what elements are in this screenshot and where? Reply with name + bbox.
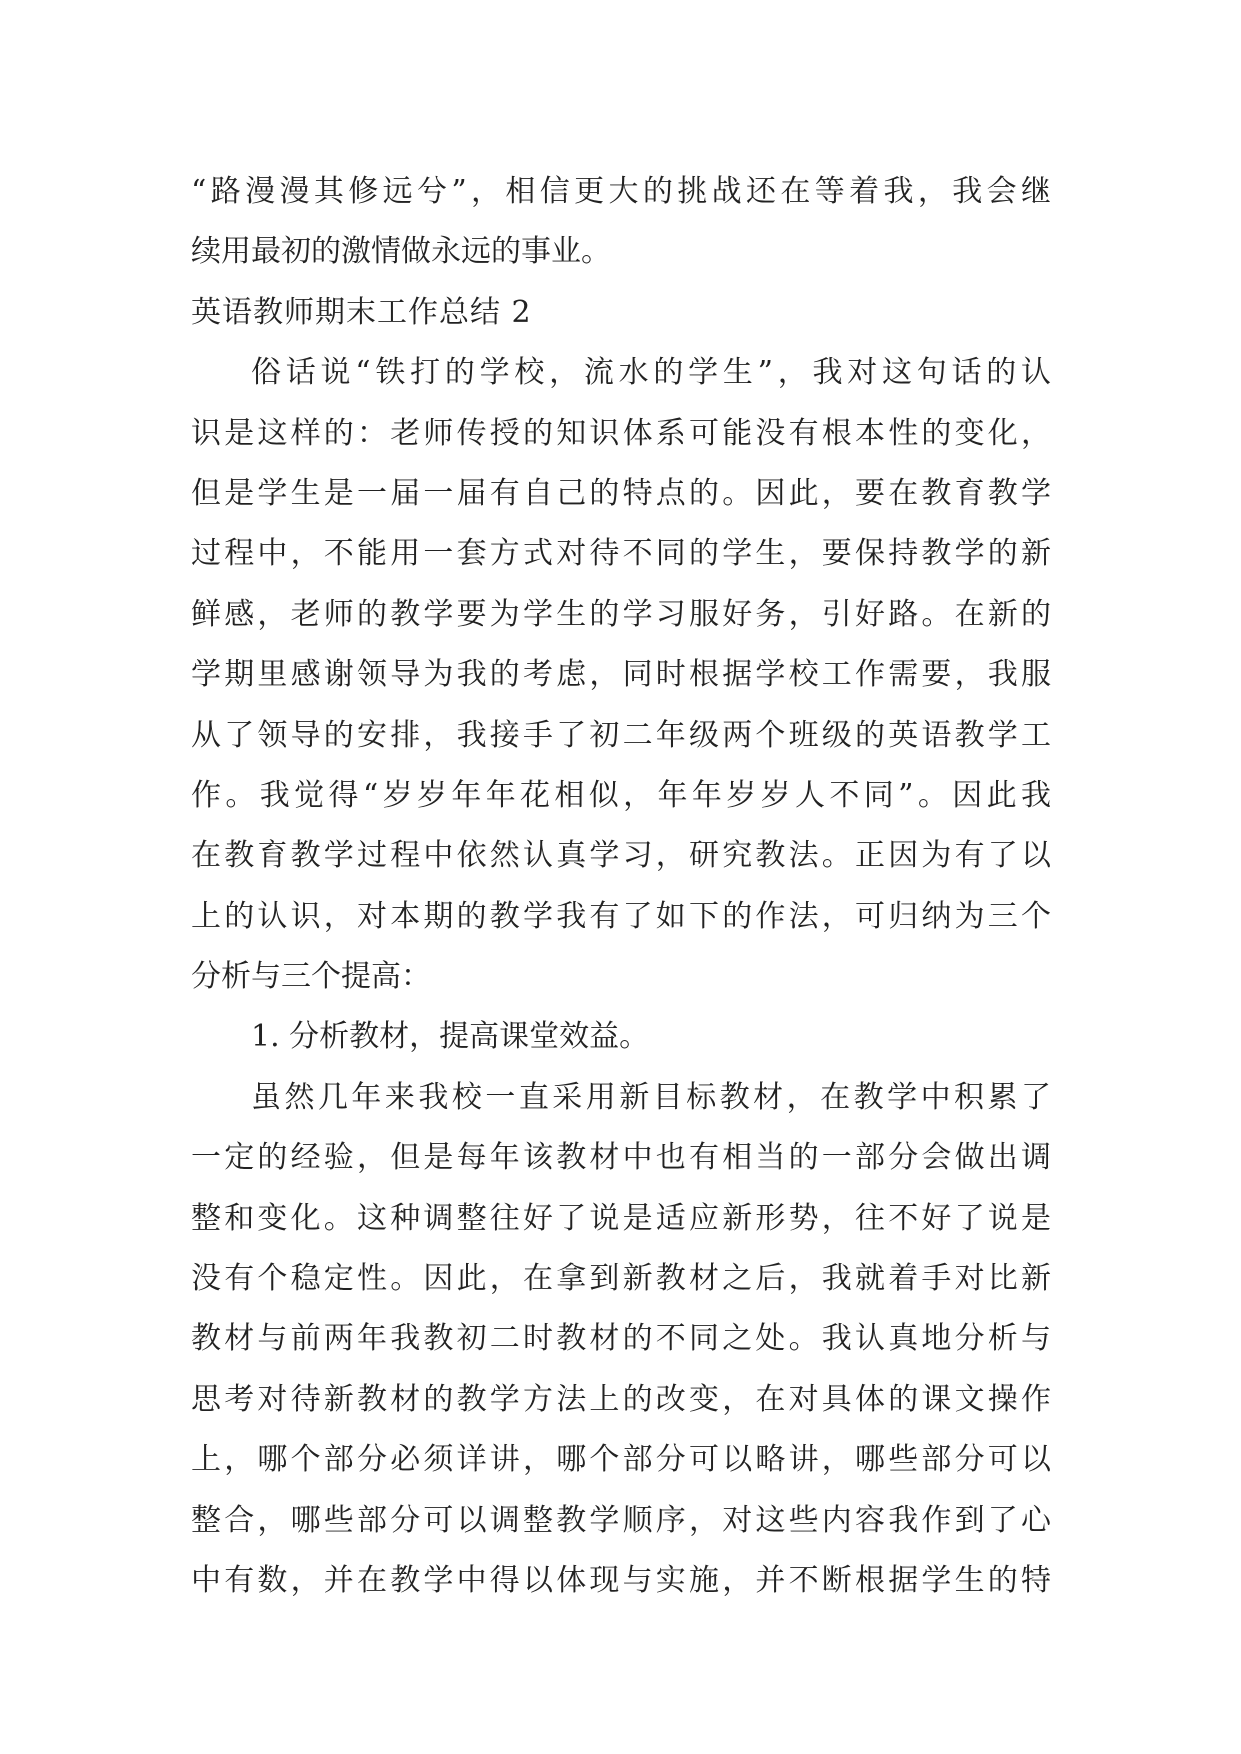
text-line: 作。我觉得“岁岁年年花相似，年年岁岁人不同”。因此我 (191, 777, 1051, 813)
text-line: 没有个稳定性。因此，在拿到新教材之后，我就着手对比新 (191, 1261, 1051, 1297)
text-line: 但是学生是一届一届有自己的特点的。因此，要在教育教学 (191, 475, 1051, 511)
text-line: 鲜感，老师的教学要为学生的学习服好务，引好路。在新的 (191, 596, 1051, 632)
section-heading: 英语教师期末工作总结 2 (191, 294, 532, 330)
text-line: 中有数，并在教学中得以体现与实施，并不断根据学生的特 (191, 1562, 1051, 1598)
text-line: “路漫漫其修远兮”，相信更大的挑战还在等着我，我会继 (191, 174, 1051, 209)
text-line: 教材与前两年我教初二时教材的不同之处。我认真地分析与 (191, 1321, 1051, 1357)
text-line: 虽然几年来我校一直采用新目标教材，在教学中积累了 (251, 1079, 1051, 1115)
list-item-heading: 1. 分析教材，提高课堂效益。 (251, 1019, 650, 1055)
text-line: 俗话说“铁打的学校，流水的学生”，我对这句话的认 (251, 355, 1051, 391)
document-body (191, 162, 1051, 1611)
text-line: 整合，哪些部分可以调整教学顺序，对这些内容我作到了心 (191, 1502, 1051, 1538)
text-line: 整和变化。这种调整往好了说是适应新形势，往不好了说是 (191, 1200, 1051, 1236)
text-line: 一定的经验，但是每年该教材中也有相当的一部分会做出调 (191, 1140, 1051, 1176)
text-line: 从了领导的安排，我接手了初二年级两个班级的英语教学工 (191, 717, 1051, 753)
text-line: 在教育教学过程中依然认真学习，研究教法。正因为有了以 (191, 838, 1051, 874)
text-line: 识是这样的：老师传授的知识体系可能没有根本性的变化， (191, 415, 1051, 451)
text-line: 过程中，不能用一套方式对待不同的学生，要保持教学的新 (191, 536, 1051, 572)
text-line: 续用最初的激情做永远的事业。 (191, 234, 611, 270)
text-line: 思考对待新教材的教学方法上的改变，在对具体的课文操作 (191, 1381, 1051, 1417)
text-line: 分析与三个提高： (191, 959, 431, 995)
text-line: 学期里感谢领导为我的考虑，同时根据学校工作需要，我服 (191, 657, 1051, 693)
text-line: 上，哪个部分必须详讲，哪个部分可以略讲，哪些部分可以 (191, 1442, 1051, 1478)
text-line: 上的认识，对本期的教学我有了如下的作法，可归纳为三个 (191, 898, 1051, 934)
